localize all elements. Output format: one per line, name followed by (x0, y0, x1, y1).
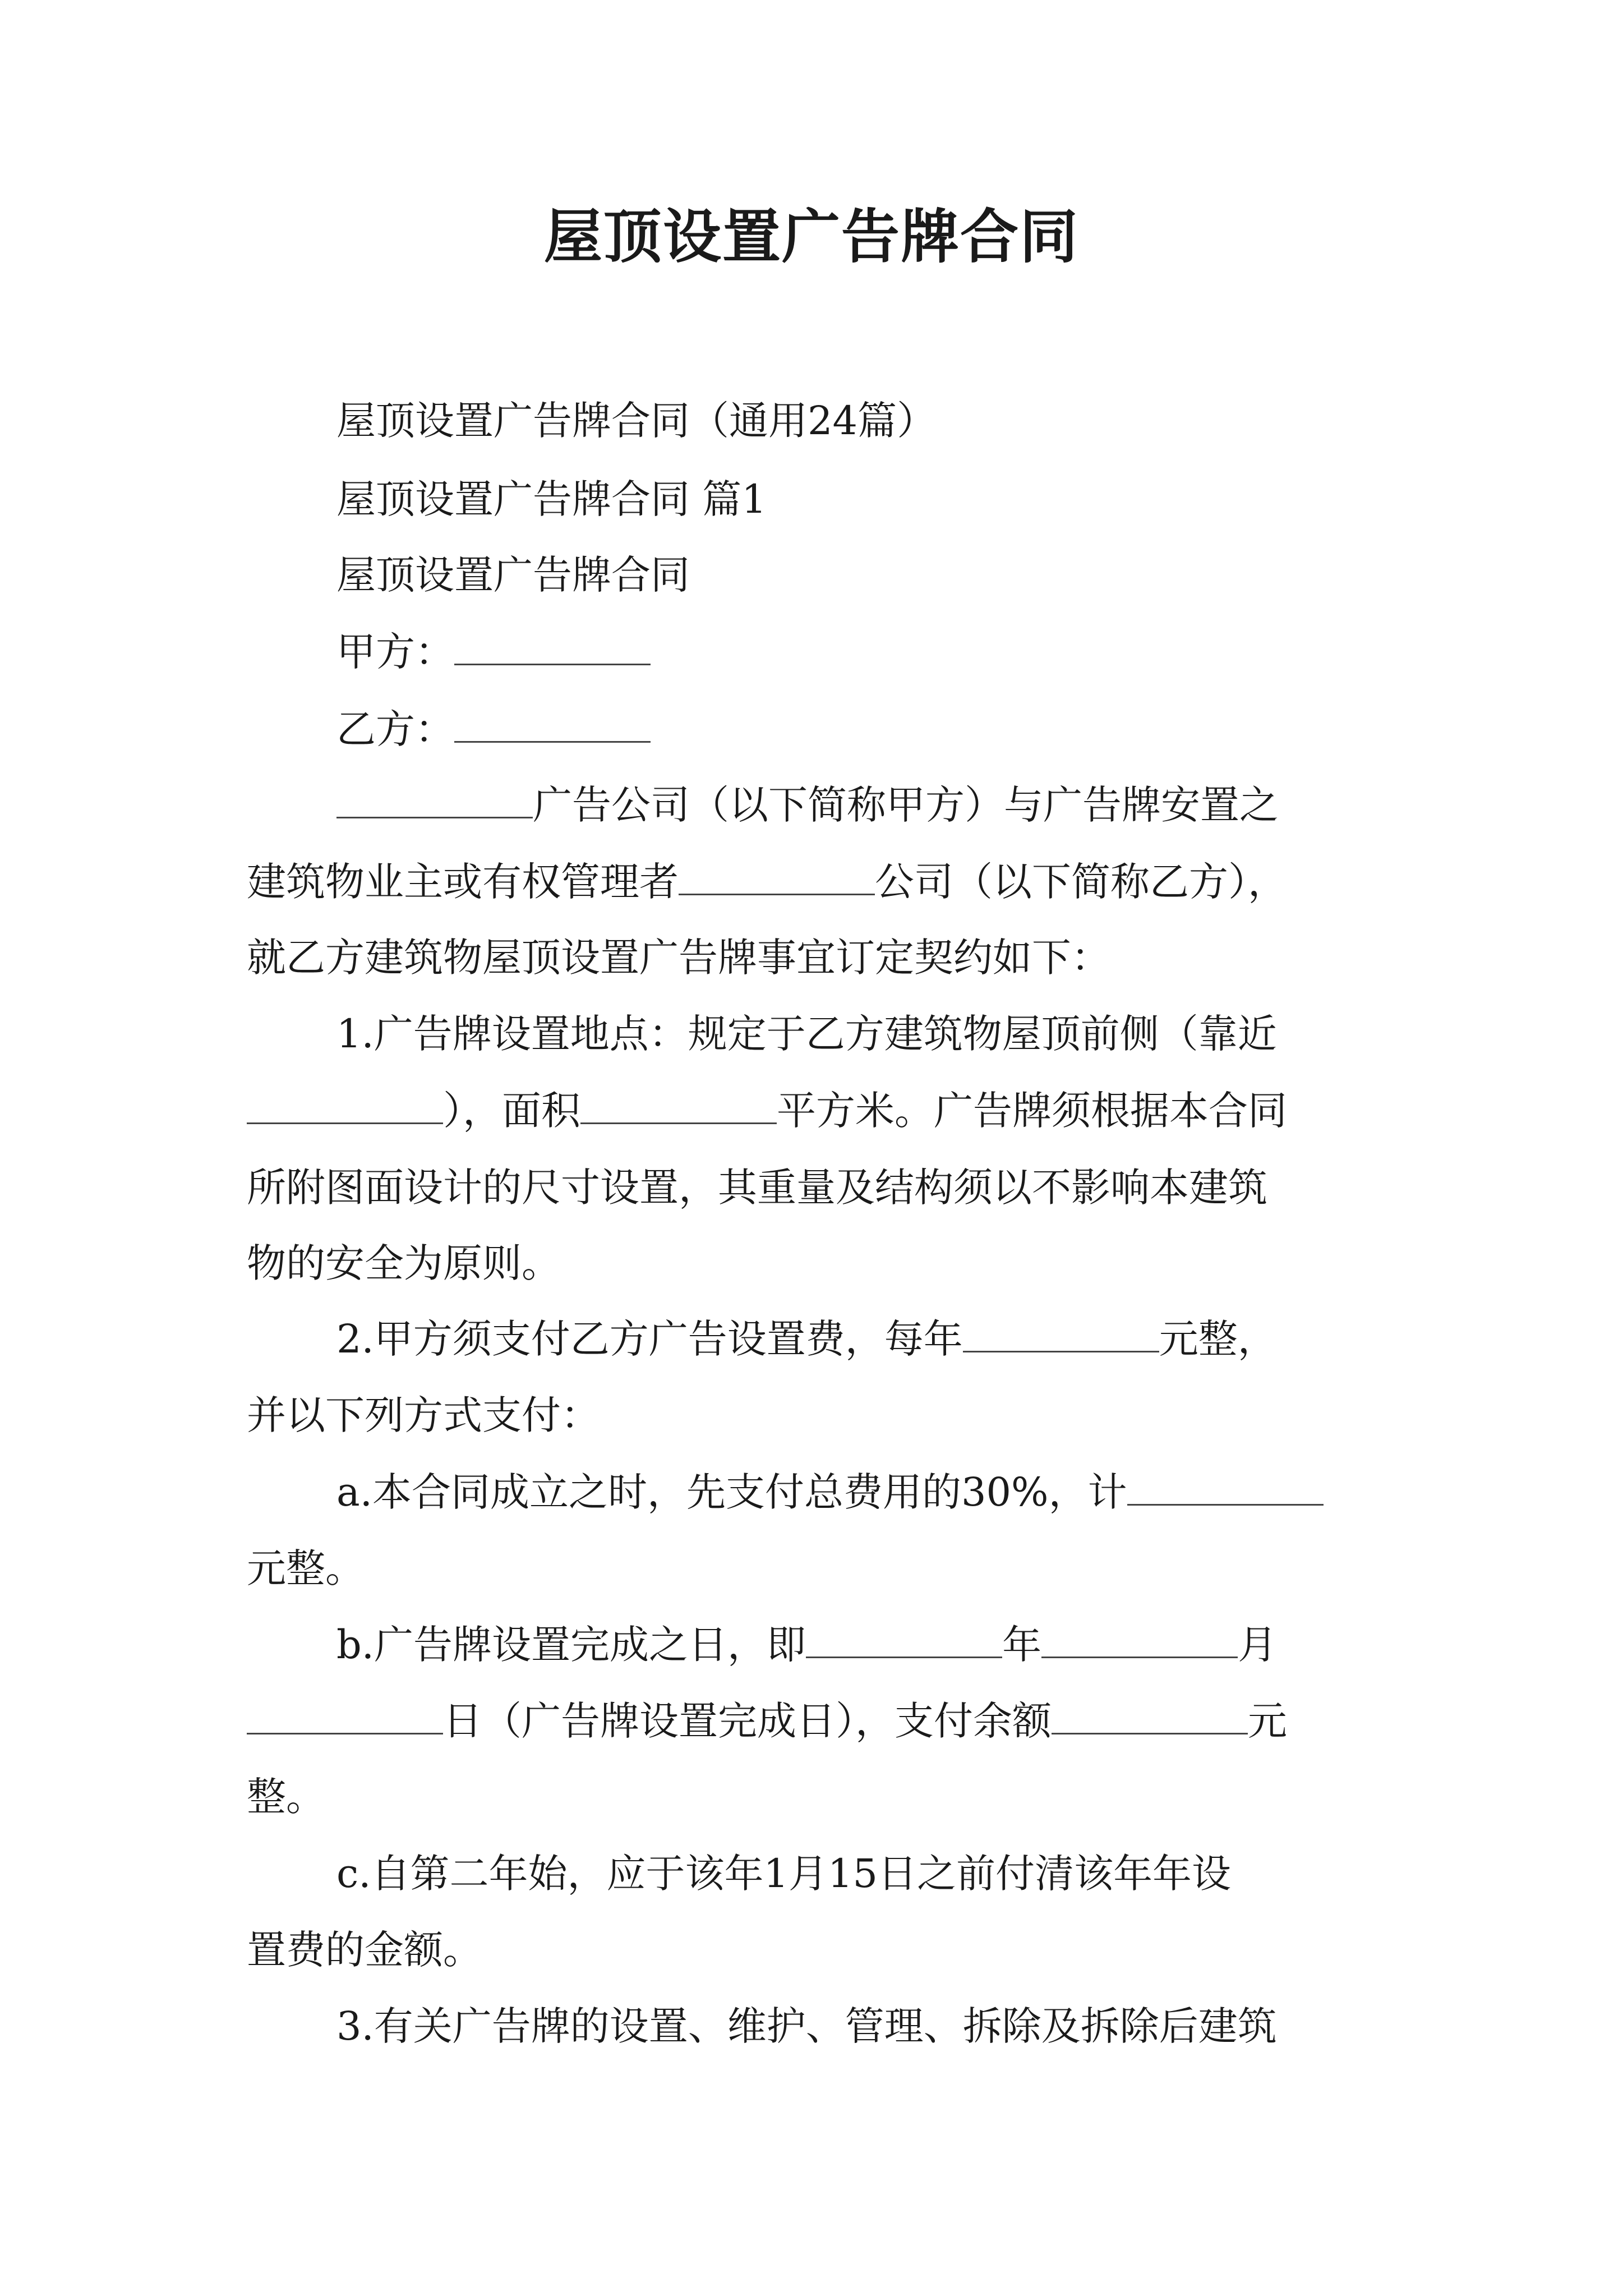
text-segment: ），面积 (443, 1088, 580, 1134)
text-segment: 1.广告牌设置地点：规定于乙方建筑物屋顶前侧（靠近 (336, 1011, 1277, 1057)
fill-in-blank (1041, 1623, 1238, 1658)
fill-in-blank (454, 630, 651, 665)
text-line (0, 1311, 1623, 1367)
text-line (0, 1387, 1623, 1443)
text-line (0, 471, 1623, 527)
text-segment: a.本合同成立之时，先支付总费用的30%，计 (336, 1469, 1127, 1515)
text-line (0, 1998, 1623, 2054)
text-line (0, 1540, 1623, 1596)
text-segment: 置费的金额。 (247, 1927, 482, 1973)
text-line (0, 1464, 1623, 1520)
text-line (0, 1846, 1623, 1902)
text-segment: 建筑物业主或有权管理者 (247, 859, 679, 905)
text-line (0, 1235, 1623, 1291)
fill-in-blank (963, 1317, 1159, 1352)
text-segment: 甲方： (336, 629, 454, 675)
fill-in-blank (247, 1089, 443, 1124)
fill-in-blank (580, 1089, 777, 1124)
text-segment: 整。 (247, 1774, 325, 1820)
text-line (0, 624, 1623, 680)
fill-in-blank (247, 1699, 443, 1734)
fill-in-blank (806, 1623, 1002, 1658)
text-segment: 乙方： (336, 706, 454, 752)
text-segment: b.广告牌设置完成之日，即 (336, 1622, 806, 1668)
document-title: 屋顶设置广告牌合同 (543, 202, 1079, 271)
text-segment: 3.有关广告牌的设置、维护、管理、拆除及拆除后建筑 (336, 2003, 1277, 2049)
text-line (0, 1922, 1623, 1978)
text-line (0, 701, 1623, 757)
fill-in-blank (1052, 1699, 1248, 1734)
fill-in-blank (679, 860, 875, 895)
text-segment: 日（广告牌设置完成日），支付余额 (443, 1698, 1052, 1744)
fill-in-blank (454, 707, 651, 743)
text-segment: 年 (1002, 1622, 1042, 1668)
text-line (0, 1617, 1623, 1673)
text-segment: 屋顶设置广告牌合同 (336, 552, 690, 598)
text-segment: 公司（以下简称乙方）， (875, 859, 1287, 905)
text-line (0, 393, 1623, 449)
text-line (0, 854, 1623, 910)
text-line (0, 777, 1623, 833)
text-segment: c.自第二年始，应于该年1月15日之前付清该年年设 (336, 1851, 1232, 1897)
text-segment: 元整。 (247, 1545, 365, 1591)
text-segment: 元整， (1159, 1316, 1277, 1362)
text-line (0, 1769, 1623, 1825)
text-segment: 2.甲方须支付乙方广告设置费，每年 (336, 1316, 963, 1362)
text-segment: 屋顶设置广告牌合同 篇1 (336, 476, 767, 522)
fill-in-blank (1127, 1470, 1324, 1506)
text-line (0, 1159, 1623, 1216)
text-segment: 所附图面设计的尺寸设置，其重量及结构须以不影响本建筑 (247, 1165, 1267, 1211)
fill-in-blank (336, 783, 533, 818)
text-line (0, 547, 1623, 603)
text-segment: 广告公司（以下简称甲方）与广告牌安置之 (533, 782, 1279, 828)
text-segment: 并以下列方式支付： (247, 1392, 600, 1438)
text-line (0, 1693, 1623, 1749)
text-line (0, 930, 1623, 986)
text-segment: 平方米。广告牌须根据本合同 (777, 1088, 1287, 1134)
text-segment: 月 (1238, 1622, 1278, 1668)
text-segment: 物的安全为原则。 (247, 1240, 561, 1286)
text-segment: 屋顶设置广告牌合同（通用24篇） (336, 398, 937, 444)
text-segment: 元 (1248, 1698, 1287, 1744)
text-line (0, 1006, 1623, 1062)
text-line (0, 1083, 1623, 1139)
text-segment: 就乙方建筑物屋顶设置广告牌事宜订定契约如下： (247, 935, 1110, 981)
